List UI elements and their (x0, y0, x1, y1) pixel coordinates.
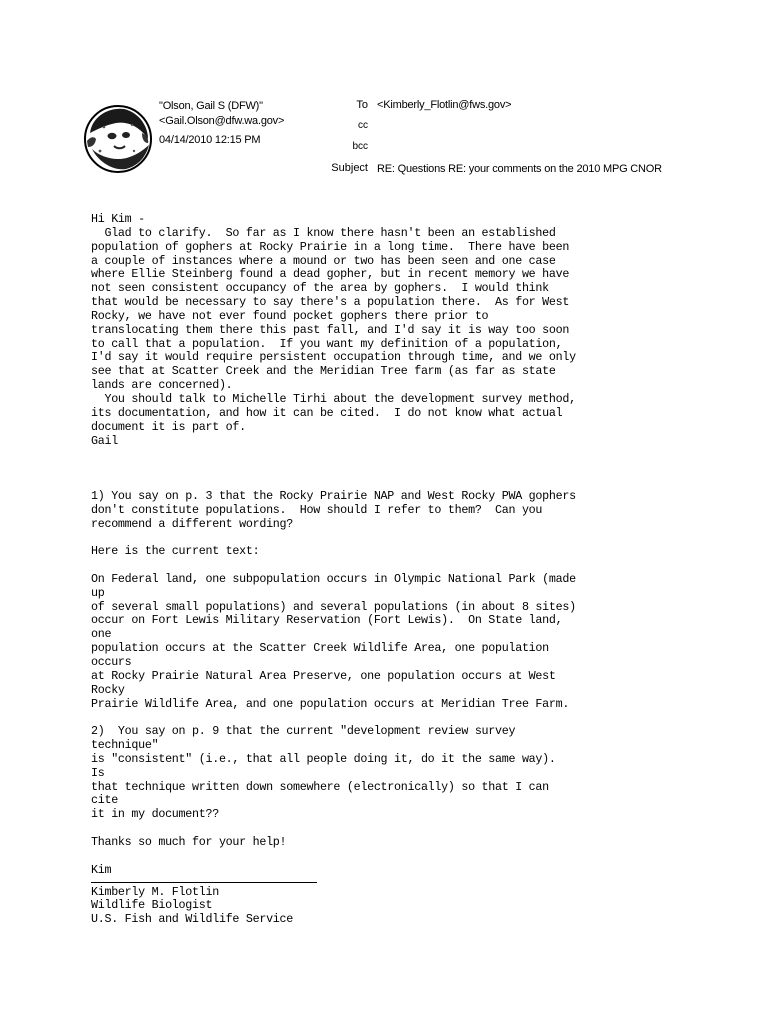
body-line: a couple of instances where a mound or two has been seen and one case (91, 253, 556, 268)
body-line: its documentation, and how it can be cited. I do not know what actual (91, 405, 563, 420)
body-line: cite (91, 793, 118, 808)
body-line: You should talk to Michelle Tirhi about the development survey method, (91, 391, 576, 406)
body-line: it in my document?? (91, 807, 219, 822)
body-line: Prairie Wildlife Area, and one population occurs at Meridian Tree Farm. (91, 696, 570, 711)
body-line: Rocky, we have not ever found pocket gophers there prior to (91, 308, 489, 323)
body-line: not seen consistent occupancy of the area by gophers. I would think (91, 281, 549, 296)
signature-title: Wildlife Biologist (91, 898, 213, 913)
subject-label: Subject (331, 162, 368, 174)
cc-label: cc (358, 120, 368, 131)
body-line: that technique written down somewhere (electronically) so that I can (91, 779, 549, 794)
sent-date: 04/14/2010 12:15 PM (159, 134, 261, 146)
body-line: up (91, 585, 105, 600)
body-line: population of gophers at Rocky Prairie in a long time. There have been (91, 239, 570, 254)
body-line: is "consistent" (i.e., that all people doing it, do it the same way). (91, 751, 556, 766)
body-line: Rocky (91, 682, 125, 697)
sender-avatar-icon (82, 103, 154, 175)
body-line: document it is part of. (91, 419, 246, 434)
body-line: I'd say it would require persistent occupation through time, and we only (91, 350, 576, 365)
body-line: of several small populations) and several populations (in about 8 sites) (91, 599, 576, 614)
body-line: On Federal land, one subpopulation occurs in Olympic National Park (made (91, 571, 576, 586)
body-line: occurs (91, 655, 132, 669)
body-line: 2) You say on p. 9 that the current "development review survey (91, 724, 516, 739)
body-line: 1) You say on p. 3 that the Rocky Prairie NAP and West Rocky PWA gophers (91, 488, 576, 503)
signoff-gail: Gail (91, 433, 118, 448)
signature-divider (91, 882, 317, 883)
signature-org: U.S. Fish and Wildlife Service (91, 912, 294, 927)
body-line: translocating them there this past fall, and I'd say it is way too soon (91, 322, 570, 337)
body-line: one (91, 627, 112, 642)
body-line: don't constitute populations. How should I refer to them? Can you (91, 502, 543, 517)
body-line: at Rocky Prairie Natural Area Preserve, one population occurs at West (91, 668, 556, 683)
sender-info (159, 99, 284, 148)
signoff-kim: Kim (91, 862, 112, 877)
body-line: that would be necessary to say there's a population there. As for West (91, 295, 570, 310)
body-line: Hi Kim - (91, 212, 145, 226)
body-line: where Ellie Steinberg found a dead gopher, but in recent memory we have (91, 267, 570, 282)
thanks-line: Thanks so much for your help! (91, 834, 287, 849)
body-line: to call that a population. If you want my definition of a population, (91, 336, 563, 351)
body-line: occur on Fort Lewis Military Reservation (Fort Lewis). On State land, (91, 613, 563, 628)
body-line: population occurs at the Scatter Creek Wildlife Area, one population (91, 641, 549, 656)
to-label: To (356, 99, 368, 111)
body-line: Is (91, 765, 105, 780)
to-recipient[interactable]: <Kimberly_Flotlin@fws.gov> (377, 99, 512, 111)
sender-name: "Olson, Gail S (DFW)" (159, 100, 263, 112)
body-line: lands are concerned). (91, 378, 233, 393)
signature-name: Kimberly M. Flotlin (91, 884, 219, 899)
body-line: technique" (91, 738, 159, 753)
body-line: see that at Scatter Creek and the Meridian Tree farm (as far as state (91, 364, 556, 379)
sender-email[interactable]: <Gail.Olson@dfw.wa.gov> (159, 115, 285, 127)
message-body (91, 213, 731, 927)
subject-text: RE: Questions RE: your comments on the 2010 MPG CNOR (377, 163, 662, 175)
body-line: Glad to clarify. So far as I know there hasn't been an established (91, 225, 556, 240)
current-text-intro: Here is the current text: (91, 544, 260, 559)
bcc-label: bcc (352, 141, 368, 152)
body-line: recommend a different wording? (91, 516, 294, 531)
